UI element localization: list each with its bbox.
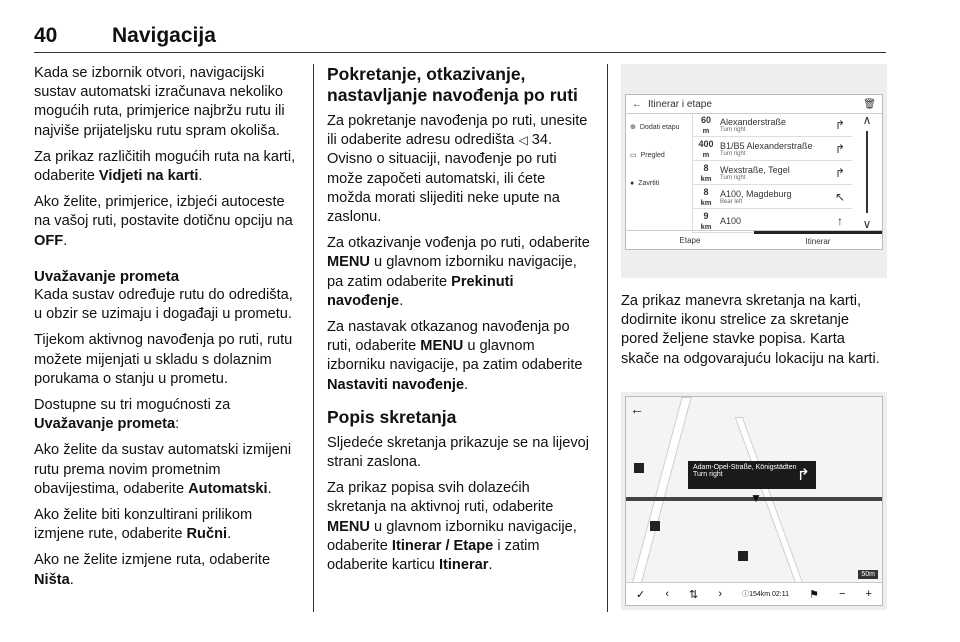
list-item[interactable]: 8 km A100, Magdeburg Bear left ↖: [692, 185, 852, 209]
straight-icon[interactable]: ↑: [837, 213, 843, 228]
zoom-out-icon[interactable]: −: [839, 588, 846, 600]
poi-icon[interactable]: [650, 521, 660, 531]
map-view[interactable]: [625, 396, 883, 606]
check-icon[interactable]: ✓: [636, 588, 646, 601]
menu-item-overview[interactable]: ▭ Pregled: [630, 151, 665, 159]
bear-left-icon[interactable]: ↖: [834, 189, 846, 204]
back-arrow-icon[interactable]: ←: [630, 401, 644, 417]
poi-icon[interactable]: [634, 463, 644, 473]
route-icon[interactable]: ⇅: [689, 588, 699, 601]
itinerary-screen: [625, 94, 883, 250]
menu-item-rotate[interactable]: ● Zavrtiti: [630, 179, 660, 187]
column-2: [327, 64, 593, 582]
paragraph: Za otkazivanje vođenja po ruti, odaberite MENU u glavnom izborniku navigacije, pa zatim odaberite Prekinuti navođenje.: [327, 235, 590, 309]
paragraph: Ako želite biti konzultirani prilikom izmjene rute, odaberite Ručni.: [34, 507, 253, 543]
screen-title-bar: [626, 95, 882, 114]
map-screenshot: [621, 392, 887, 610]
column-1: [34, 64, 302, 597]
heading-route-guidance: Pokretanje, otkazivanje, nastavljanje navođenja po ruti: [327, 64, 578, 105]
flag-icon[interactable]: ⚑: [809, 588, 819, 601]
paragraph: Ako želite, primjerice, izbjeći autoceste na vašoj ruti, postavite dotičnu opciju na OFF.: [34, 194, 293, 249]
itinerary-screenshot: [621, 64, 887, 278]
page-header: [34, 24, 216, 48]
poi-icon[interactable]: [738, 551, 748, 561]
map-road: [630, 397, 691, 589]
paragraph: Ako želite da sustav automatski izmijeni rutu prema novim prometnim obavijestima, odaberite Automatski.: [34, 442, 292, 497]
list-item[interactable]: 9 km A100 ↑: [692, 209, 852, 233]
zoom-in-icon[interactable]: +: [865, 588, 872, 600]
page-number: 40: [34, 24, 58, 47]
paragraph: Za nastavak otkazanog navođenja po ruti, odaberite MENU u glavnom izborniku navigacije, pa zatim odaberite Nastaviti navođenje.: [327, 319, 583, 393]
add-stage-icon: ⊕: [630, 124, 636, 131]
column-divider: [607, 64, 608, 612]
overview-icon: ▭: [630, 152, 637, 159]
tab-stages[interactable]: Etape: [679, 235, 701, 245]
paragraph: Dostupne su tri mogućnosti za Uvažavanje prometa:: [34, 397, 231, 433]
list-item[interactable]: 8 km Wexstraße, Tegel Turn right ↱: [692, 161, 852, 185]
eta-readout[interactable]: ⓘ154km 02:11: [742, 591, 790, 598]
column-divider: [313, 64, 314, 612]
subheading-traffic: Uvažavanje prometa: [34, 267, 180, 285]
list-item[interactable]: 400 m B1/B5 Alexanderstraße Turn right ↱: [692, 137, 852, 161]
chevron-right-icon[interactable]: ›: [718, 588, 722, 600]
map-road: [735, 417, 806, 589]
turn-right-icon[interactable]: ↱: [834, 117, 846, 132]
section-title: Navigacija: [112, 24, 216, 47]
turn-list: [692, 113, 852, 231]
side-menu: [626, 113, 693, 231]
paragraph: Sljedeće skretanja prikazuje se na lijevoj strani zaslona.: [327, 434, 590, 471]
scroll-track: [866, 131, 868, 213]
chevron-up-icon[interactable]: ∧: [862, 113, 872, 127]
paragraph: Za pokretanje navođenja po ruti, unesite ili odaberite adresu odredišta ◁ 34. Ovisno o situaciji, navođenje po ruti može započeti automatski, ili ćete možda morati slijediti neke upute na zaslonu.: [327, 113, 588, 226]
turn-right-icon: ↱: [796, 467, 810, 484]
paragraph: Kada se izbornik otvori, navigacijski sustav automatski izračunava nekoliko mogućih ruta, primjerice najbržu rutu ili najviše prijateljsku rutu spram okoliša.: [34, 65, 285, 139]
turn-right-icon[interactable]: ↱: [834, 141, 846, 156]
paragraph: Za prikaz popisa svih dolazećih skretanja na aktivnoj ruti, odaberite MENU u glavnom izborniku navigacije, odaberite Itinerar / Etape i zatim odaberite karticu Itinerar.: [327, 480, 577, 574]
menu-item-add-stage[interactable]: ⊕ Dodati etapu: [630, 123, 680, 131]
back-arrow-icon[interactable]: ←: [632, 98, 642, 110]
map-toolbar: [626, 582, 882, 605]
screen-title: Itinerar i etape: [648, 98, 712, 110]
paragraph: Tijekom aktivnog navođenja po ruti, rutu možete mijenjati u skladu s dolaznim porukama o stanju u prometu.: [34, 332, 293, 387]
maneuver-panel[interactable]: [688, 461, 816, 489]
trash-icon[interactable]: 🗑: [863, 98, 876, 110]
paragraph: Za prikaz različitih mogućih ruta na karti, odaberite Vidjeti na karti.: [34, 148, 296, 185]
chevron-down-icon[interactable]: ∨: [862, 217, 872, 231]
heading-turn-list: Popis skretanja: [327, 406, 457, 427]
list-item[interactable]: 60 m Alexanderstraße Turn right ↱: [692, 113, 852, 137]
chevron-left-icon[interactable]: ‹: [665, 588, 669, 600]
pin-icon: ●: [630, 179, 635, 187]
turn-right-icon[interactable]: ↱: [834, 165, 846, 180]
paragraph: Za prikaz manevra skretanja na karti, dodirnite ikonu strelice za skretanje pored željene stavke popisa. Karta skače na odgovarajuću lokaciju na karti.: [621, 293, 880, 367]
scrollbar[interactable]: [852, 113, 882, 231]
tab-bar: [626, 230, 882, 249]
paragraph: Kada sustav određuje rutu do odredišta, u obzir se uzimaju i događaji u prometu.: [34, 287, 293, 323]
paragraph: Ako ne želite izmjene ruta, odaberite Ništa.: [34, 552, 271, 588]
cross-reference-icon: ◁: [518, 133, 528, 148]
vehicle-position-icon: ▼: [750, 491, 762, 505]
info-icon: ⓘ: [742, 591, 750, 598]
header-rule: [34, 52, 886, 53]
maneuver-instruction: Turn right: [693, 471, 723, 478]
column-3-text: [621, 292, 887, 376]
map-scale: 50m: [858, 570, 878, 579]
tab-itinerary[interactable]: Itinerar: [754, 231, 882, 249]
maneuver-street: Adam-Opel-Straße, Königstädten: [693, 464, 797, 471]
